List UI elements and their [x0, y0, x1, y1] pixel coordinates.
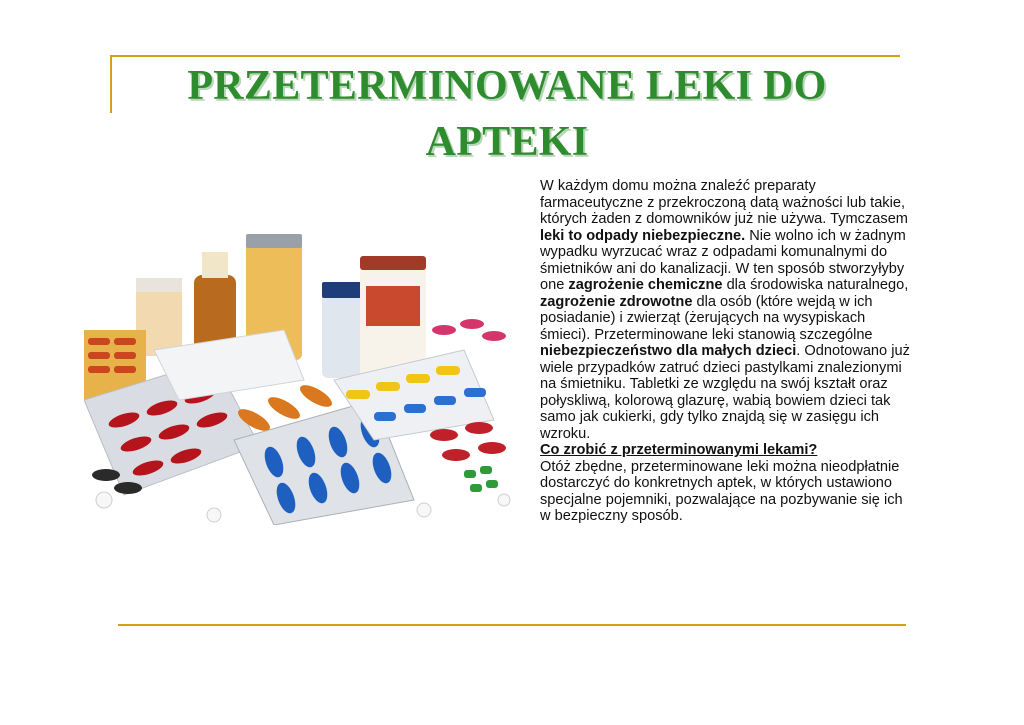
bold-segment: niebezpieczeństwo dla małych dzieci	[540, 343, 797, 359]
paragraph-answer: Otóż zbędne, przeterminowane leki można nieodpłatnie dostarczyć do konkretnych aptek, w których ustawiono specjalne pojemniki, pozwalające na pozbywanie się ich w bezpieczny sposób.	[540, 458, 903, 524]
text-segment: dla osób (które wejdą w ich posiadanie) i zwierząt (żerujących na wysypiskach śmieci). Przeterminowane leki stanowią szczególne	[540, 293, 873, 343]
title-line-1: PRZETERMINOWANE LEKI DO	[187, 63, 827, 109]
text-segment: W każdym domu można znaleźć preparaty farmaceutyczne z przekroczoną datą ważności lub takie, których żaden z domowników już nie używa. Tymczasem	[540, 178, 908, 227]
top-rule	[110, 55, 900, 57]
text-segment: . Odnotowano już wiele przypadków zatruć dzieci pastylkami znalezionymi na śmietniku. Tabletki ze względu na swój kształt oraz połyskliwą, kolorową glazurę, wabią bowiem dzieci tak samo jak cukierki, gdy tylko znajdą się w zasięgu ich wzroku.	[540, 343, 910, 442]
bottom-rule	[118, 624, 906, 626]
bold-segment: zagrożenie chemiczne	[568, 277, 723, 293]
section-heading: Co zrobić z przeterminowanymi lekami?	[540, 442, 818, 458]
body-text	[540, 178, 910, 525]
text-segment: dla środowiska naturalnego,	[722, 277, 909, 293]
slide-title	[112, 58, 902, 170]
bold-segment: leki to odpady niebezpieczne.	[540, 227, 746, 244]
paragraph-intro	[540, 178, 910, 442]
bold-segment: zagrożenie zdrowotne	[540, 293, 693, 310]
text-segment: Nie wolno ich w żadnym wypadku wyrzucać wraz z odpadami komunalnymi do śmietników ani do kanalizacji. W ten sposób stworzyłyby one	[540, 227, 906, 293]
medicines-photo	[84, 230, 514, 525]
title-line-2: APTEKI	[425, 119, 589, 165]
